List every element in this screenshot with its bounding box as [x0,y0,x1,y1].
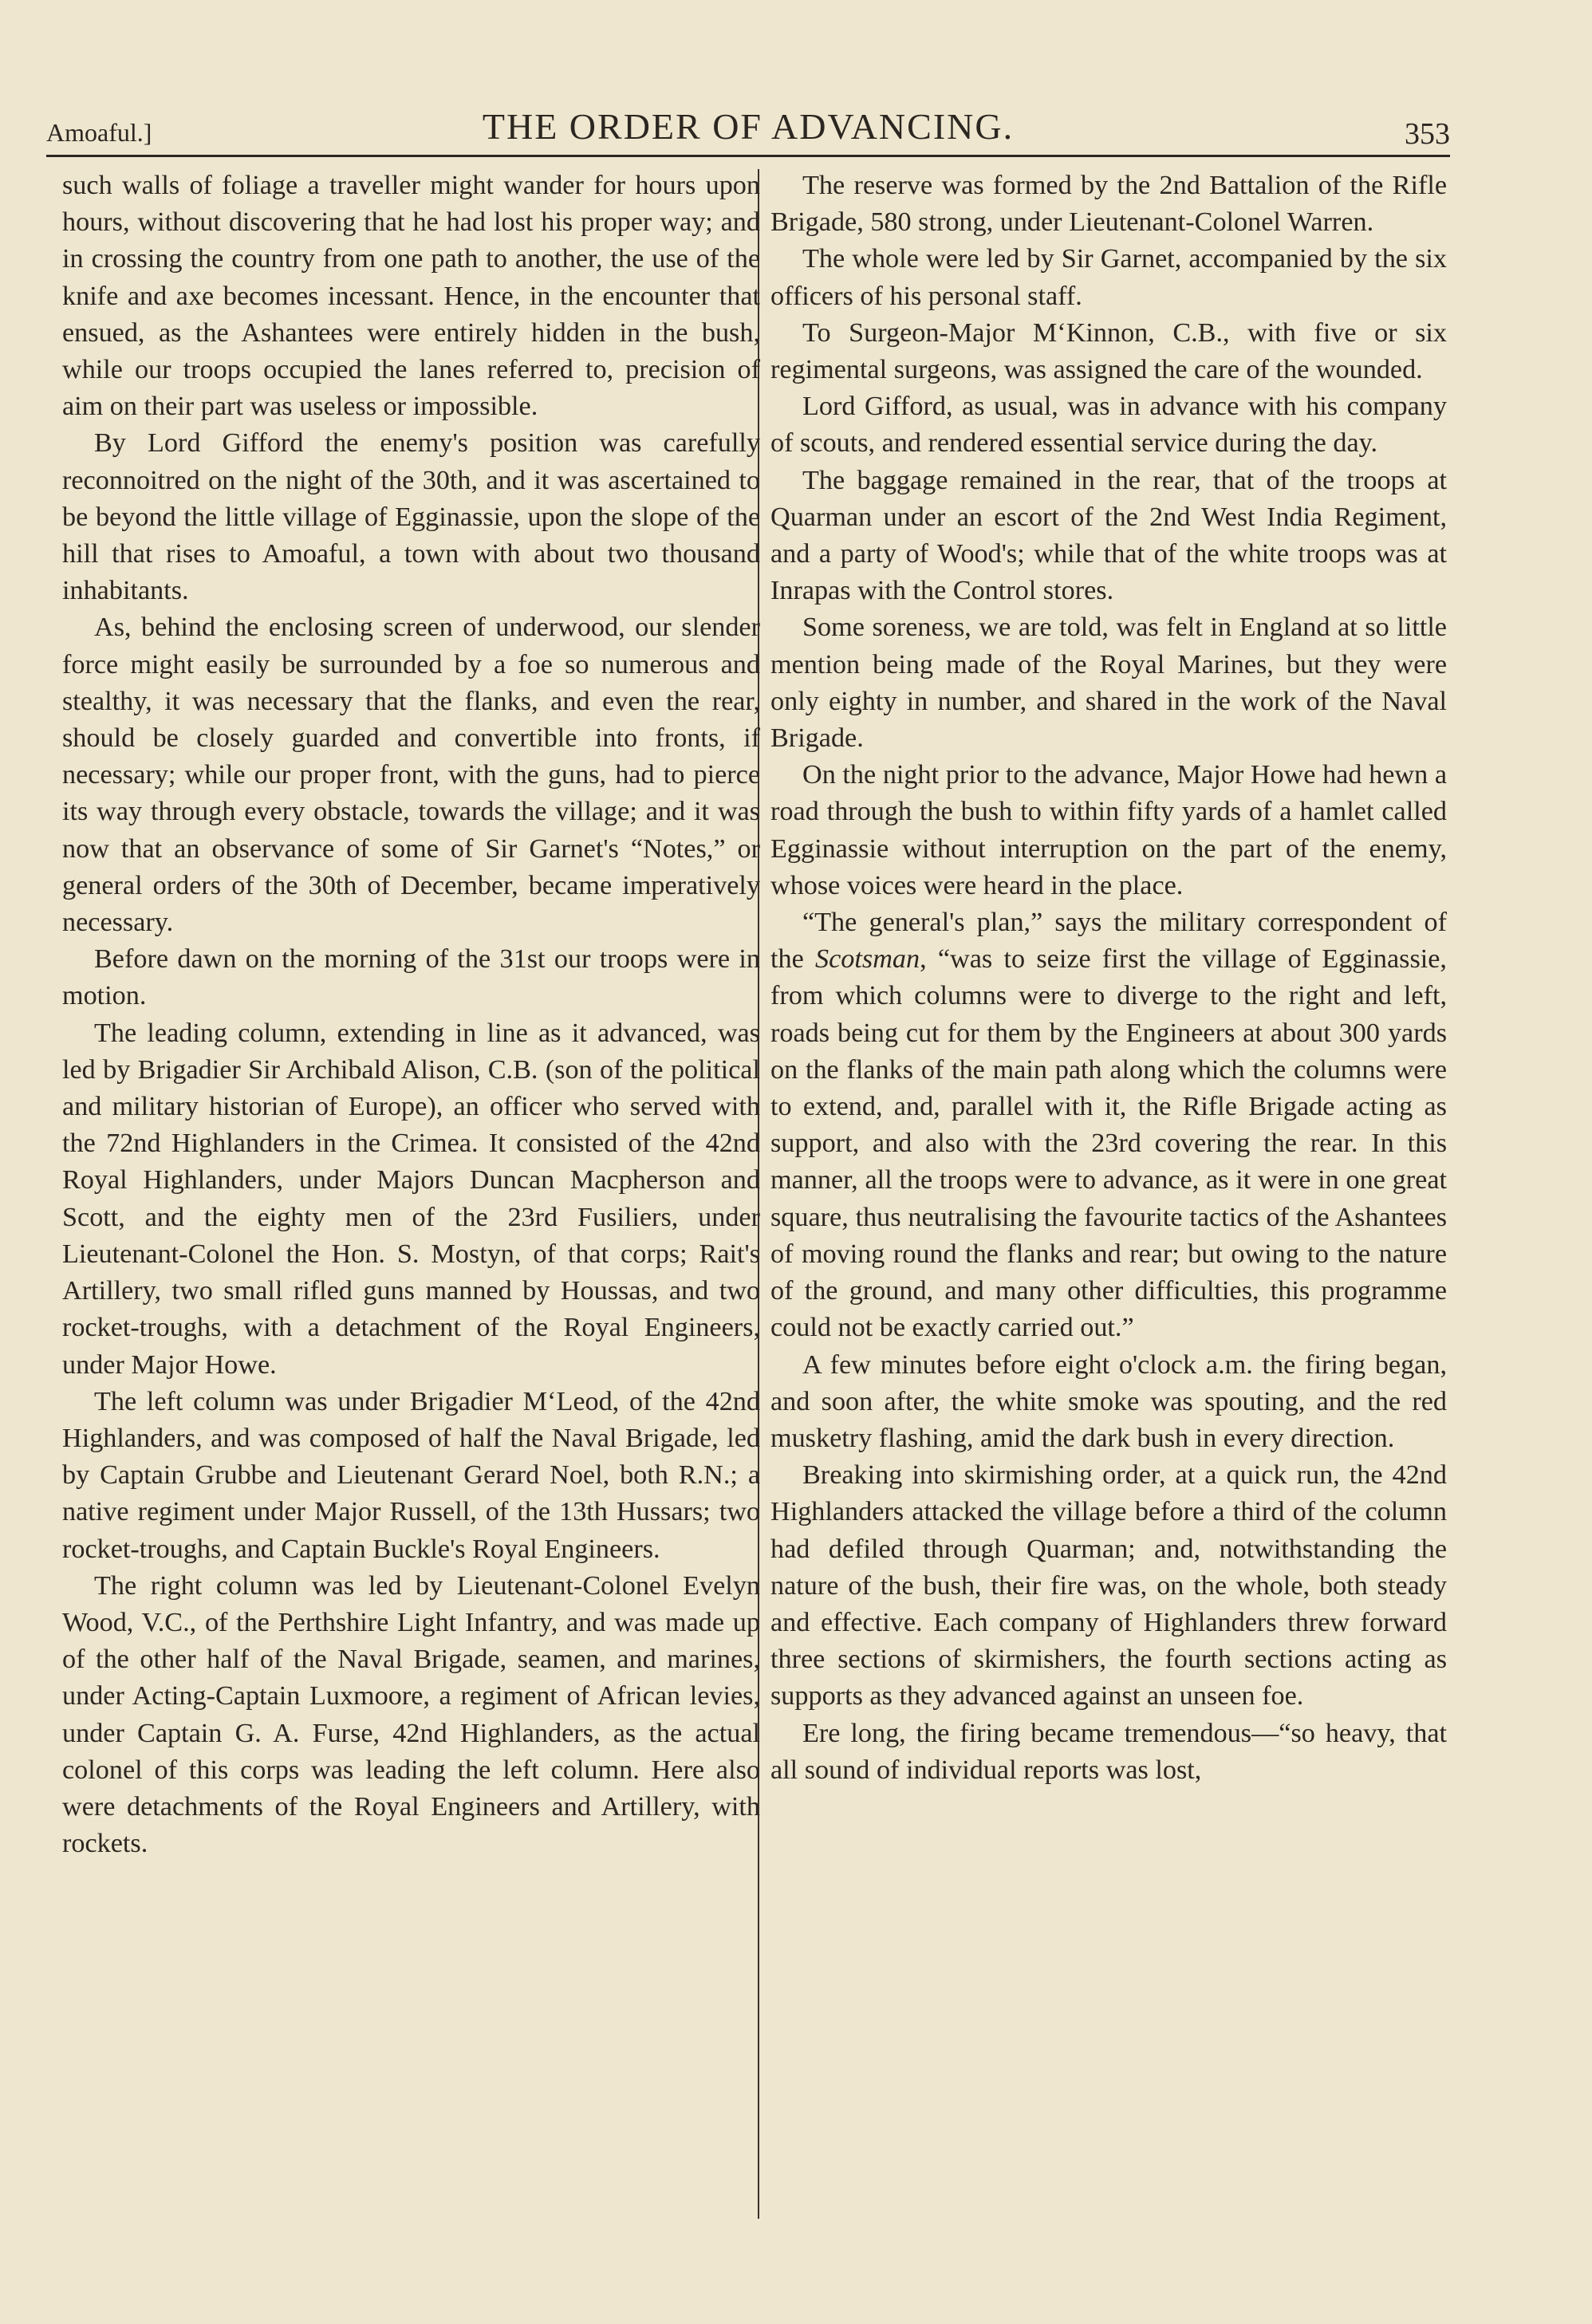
page-number: 353 [1405,117,1450,151]
paragraph: The baggage remained in the rear, that of the troops at Quarman under an escort of the 2nd West India Regiment, and a party of Wood's; while that of the white troops was at Inrapas with the Control stores. [770,465,1447,606]
paragraph: To Surgeon-Major M‘Kinnon, C.B., with five or six regimental surgeons, was assigned the care of the wounded. [770,317,1447,385]
paragraph: As, behind the enclosing screen of underwood, our slender force might easily be surrounded by a foe so numerous and stealthy, it was necessary that the flanks, and even the rear, should be closely guarded and convertible into fronts, if necessary; while our proper front, with the guns, had to pierce its way through every obstacle, towards the village; and it was now that an observance of some of Sir Garnet's “Notes,” or general orders of the 30th of December, became imperatively necessary. [62,613,760,938]
paragraph: On the night prior to the advance, Major Howe had hewn a road through the bush to within fifty yards of a hamlet called Egginassie without interruption on the part of the enemy, whose voices were heard in the place. [770,760,1447,900]
paragraph: The left column was under Brigadier M‘Leod, of the 42nd Highlanders, and was composed of half the Naval Brigade, led by Captain Grubbe and Lieutenant Gerard Noel, both R.N.; a native regiment under Major Russell, of the 13th Hussars; two rocket-troughs, and Captain Buckle's Royal Engineers. [62,1386,760,1564]
paragraph-quote [770,904,1447,1346]
running-header [46,102,1450,153]
newspaper-title: Scotsman [815,944,920,975]
header-rule [46,155,1450,157]
paragraph: The reserve was formed by the 2nd Battalion of the Rifle Brigade, 580 strong, under Lieutenant-Colonel Warren. [770,171,1447,238]
left-column [62,167,760,1862]
quote-body: , “was to seize first the village of Egginassie, from which columns were to diverge to the right and left, roads being cut for them by the Engineers at about 300 yards on the flanks of the main path along which the columns were to extend, and, parallel with it, the Rifle Brigade acting as support, and also with the 23rd covering the rear. In this manner, all the troops were to advance, as it were in one great square, thus neutralising the favourite tactics of the Ashantees of moving round the flanks and rear; but owing to the nature of the ground, and many other difficulties, this programme could not be exactly carried out.” [770,944,1447,1343]
page-title: THE ORDER OF ADVANCING. [482,106,1015,147]
paragraph: Lord Gifford, as usual, was in advance with his company of scouts, and rendered essential service during the day. [770,392,1447,459]
paragraph: The whole were led by Sir Garnet, accompanied by the six officers of his personal staff. [770,244,1447,311]
paragraph: The right column was led by Lieutenant-Colonel Evelyn Wood, V.C., of the Perthshire Light Infantry, and was made up of the other half of the Naval Brigade, seamen, and marines, under Acting-Captain Luxmoore, a regiment of African levies, under Captain G. A. Furse, 42nd Highlanders, as the actual colonel of this corps was leading the left column. Here also were detachments of the Royal Engineers and Artillery, with rockets. [62,1570,760,1859]
paragraph: Ere long, the firing became tremendous—“so heavy, that all sound of individual reports was lost, [770,1718,1447,1785]
right-column [770,167,1447,1789]
paragraph: Before dawn on the morning of the 31st our troops were in motion. [62,944,760,1011]
paragraph: By Lord Gifford the enemy's position was carefully reconnoitred on the night of the 30th, and it was ascertained to be beyond the little village of Egginassie, upon the slope of the hill that rises to Amoaful, a town with about two thousand inhabitants. [62,428,760,606]
header-section-label: Amoaful.] [46,118,152,147]
paragraph: Breaking into skirmishing order, at a quick run, the 42nd Highlanders attacked the village before a third of the column had defiled through Quarman; and, notwithstanding the nature of the bush, their fire was, on the whole, both steady and effective. Each company of Highlanders threw forward three sections of skirmishers, the fourth sections acting as supports as they advanced against an unseen foe. [770,1460,1447,1711]
paragraph: A few minutes before eight o'clock a.m. the firing began, and soon after, the white smoke was spouting, and the red musketry flashing, amid the dark bush in every direction. [770,1349,1447,1453]
quote-lead: “The general's plan,” says the military correspondent of the [770,908,1447,975]
paragraph: such walls of foliage a traveller might wander for hours upon hours, without discovering that he had lost his proper way; and in crossing the country from one path to another, the use of the knife and axe becomes incessant. Hence, in the encounter that ensued, as the Ashantees were entirely hidden in the bush, while our troops occupied the lanes referred to, precision of aim on their part was useless or impossible. [62,171,760,422]
paragraph: Some soreness, we are told, was felt in England at so little mention being made of the Royal Marines, but they were only eighty in number, and shared in the work of the Naval Brigade. [770,613,1447,754]
paragraph: The leading column, extending in line as it advanced, was led by Brigadier Sir Archibald Alison, C.B. (son of the political and military historian of Europe), an officer who served with the 72nd Highlanders in the Crimea. It consisted of the 42nd Royal Highlanders, under Majors Duncan Macpherson and Scott, and the eighty men of the 23rd Fusiliers, under Lieutenant-Colonel the Hon. S. Mostyn, of that corps; Rait's Artillery, two small rifled guns manned by Houssas, and two rocket-troughs, with a detachment of the Royal Engineers, under Major Howe. [62,1018,760,1380]
